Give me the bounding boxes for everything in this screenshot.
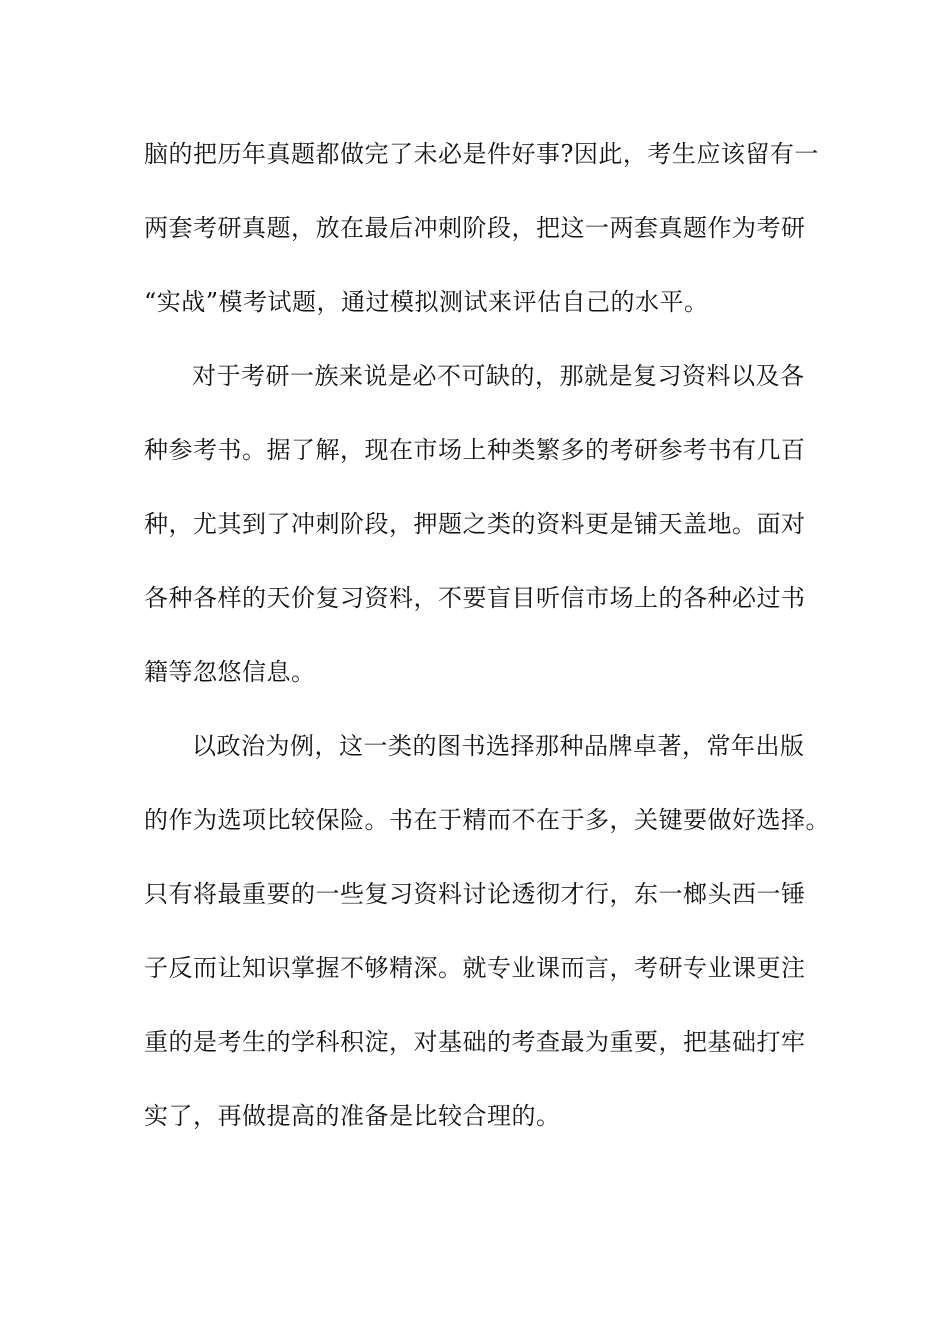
paragraph-line: 子反而让知识掌握不够精深。就专业课而言，考研专业课更注 <box>144 954 806 982</box>
paragraph-line: 重的是考生的学科积淀，对基础的考查最为重要，把基础打牢 <box>144 1028 806 1056</box>
paragraph-line: 各种各样的天价复习资料，不要盲目听信市场上的各种必过书 <box>144 584 806 612</box>
paragraph-line: 种，尤其到了冲刺阶段，押题之类的资料更是铺天盖地。面对 <box>144 510 806 538</box>
paragraph-first-line: 对于考研一族来说是必不可缺的，那就是复习资料以及各 <box>192 362 805 390</box>
paragraph-line: 籍等忽悠信息。 <box>144 658 316 686</box>
paragraph-line: 只有将最重要的一些复习资料讨论透彻才行，东一榔头西一锤 <box>144 880 806 908</box>
paragraph-line: “实战”模考试题，通过模拟测试来评估自己的水平。 <box>144 288 709 316</box>
paragraph-line: 种参考书。据了解，现在市场上种类繁多的考研参考书有几百 <box>144 436 806 464</box>
paragraph-line: 两套考研真题，放在最后冲刺阶段，把这一两套真题作为考研 <box>144 214 806 242</box>
paragraph-line: 的作为选项比较保险。书在于精而不在于多，关键要做好选择。 <box>144 806 830 834</box>
paragraph-first-line: 以政治为例，这一类的图书选择那种品牌卓著，常年出版 <box>192 732 805 760</box>
paragraph-line: 实了，再做提高的准备是比较合理的。 <box>144 1102 561 1130</box>
paragraph-line: 脑的把历年真题都做完了未必是件好事?因此，考生应该留有一 <box>144 140 819 168</box>
